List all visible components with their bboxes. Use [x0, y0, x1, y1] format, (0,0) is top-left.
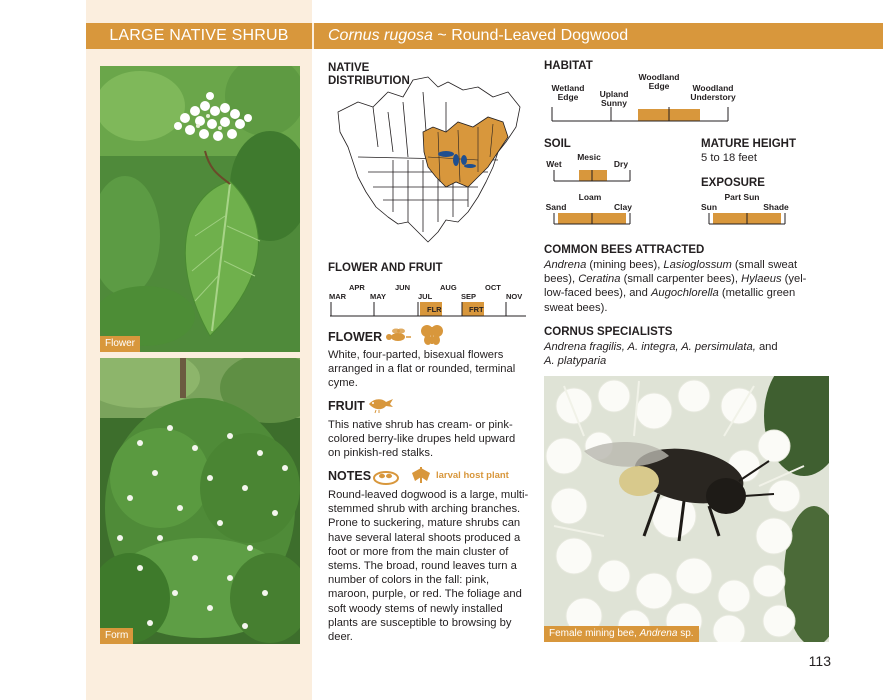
month-jul: JUL	[418, 292, 433, 301]
bees-line-1	[544, 258, 834, 272]
soil-label-mesic: Mesic	[577, 152, 601, 162]
bees-text-1b: (mining bees),	[586, 259, 664, 271]
flower-photo-caption: Flower	[100, 336, 140, 352]
bees-genus-andrena: Andrena	[544, 259, 587, 271]
month-mar: MAR	[329, 292, 347, 301]
fruit-period-label: FRT	[469, 305, 484, 314]
soil-label-wet: Wet	[546, 159, 562, 169]
bees-text-2c: (small carpenter bees),	[620, 273, 742, 286]
soil-moisture-scale	[552, 168, 632, 184]
form-photo-image	[100, 358, 300, 644]
header-bar	[86, 23, 883, 49]
exposure-title: EXPOSURE	[701, 177, 765, 189]
form-photo-caption: Form	[100, 628, 133, 644]
bees-text-3a: low-faced bees), and	[544, 287, 651, 300]
bee-photo-caption	[544, 626, 699, 642]
page-number: 113	[808, 653, 831, 669]
habitat-title: HABITAT	[544, 60, 593, 72]
scientific-name: Cornus rugosa	[328, 27, 433, 44]
month-oct: OCT	[485, 283, 501, 292]
header-divider	[312, 23, 314, 49]
form-photo	[100, 358, 300, 644]
distribution-title-line2: DISTRIBUTION	[328, 75, 410, 87]
bees-text-1d: (small sweat	[731, 259, 798, 271]
specialists-text	[544, 340, 834, 368]
species-title	[328, 23, 628, 49]
specialists-title: CORNUS SPECIALISTS	[544, 326, 673, 338]
bees-genus-ceratina: Ceratina	[578, 273, 621, 286]
month-nov: NOV	[506, 292, 523, 301]
specialists-line-1	[544, 340, 834, 354]
soil-title: SOIL	[544, 138, 571, 150]
bees-text-2a: bees),	[544, 273, 579, 286]
specialists-line-2	[544, 354, 834, 368]
flower-photo-image	[100, 66, 300, 352]
butterfly-visitor-icon	[420, 324, 444, 346]
specialists-species-2: A. platyparia	[544, 355, 607, 368]
flower-fruit-title: FLOWER AND FRUIT	[328, 262, 443, 274]
bee-photo	[544, 376, 829, 642]
bee-caption-prefix: Female mining bee,	[549, 628, 640, 639]
exposure-label-sun: Sun	[700, 202, 718, 212]
habitat-label-wetland-edge: Wetland Edge	[551, 83, 585, 102]
bees-line-4: sweat bees).	[544, 301, 608, 314]
habitat-label-woodland-understory: Woodland Understory	[690, 83, 736, 102]
exposure-scale	[707, 211, 787, 227]
bees-title: COMMON BEES ATTRACTED	[544, 244, 705, 256]
month-may: MAY	[370, 292, 386, 301]
exposure-label-part-sun: Part Sun	[724, 192, 760, 202]
moth-icon	[410, 465, 432, 485]
mature-height-value: 5 to 18 feet	[701, 152, 757, 164]
flower-title: FLOWER	[328, 330, 383, 344]
fruit-title: FRUIT	[328, 399, 365, 413]
month-apr: APR	[349, 283, 365, 292]
flower-text: White, four-parted, bisexual flowers arranged in a flat or rounded, terminal cyme.	[328, 349, 516, 390]
soil-label-dry: Dry	[613, 159, 629, 169]
habitat-label-woodland-edge: Woodland Edge	[638, 72, 680, 91]
flower-photo	[100, 66, 300, 352]
bee-photo-image	[544, 376, 829, 642]
bee-caption-genus: Andrena	[639, 628, 678, 639]
soil-label-clay: Clay	[614, 202, 632, 212]
soil-label-sand: Sand	[545, 202, 567, 212]
bees-text-2e: (yel-	[781, 273, 807, 286]
exposure-label-shade: Shade	[763, 202, 789, 212]
month-sep: SEP	[461, 292, 477, 301]
bee-visitor-icon	[384, 327, 412, 345]
bee-caption-suffix: sp.	[677, 628, 694, 639]
habitat-label-upland-sunny: Upland Sunny	[599, 89, 629, 108]
soil-label-loam: Loam	[578, 192, 602, 202]
flower-period-label: FLR	[427, 305, 442, 314]
bird-icon	[366, 394, 396, 414]
bees-text	[544, 258, 834, 315]
category-label: LARGE NATIVE SHRUB	[109, 27, 289, 44]
bees-genus-augochlorella: Augochlorella	[650, 287, 719, 300]
bees-line-3	[544, 286, 834, 300]
soil-texture-scale	[552, 211, 632, 227]
bees-genus-lasioglossum: Lasioglossum	[663, 259, 732, 271]
mature-height-title: MATURE HEIGHT	[701, 138, 796, 150]
specialists-species: Andrena fragilis, A. integra, A. persimulata,	[544, 341, 756, 353]
title-separator: ~	[432, 27, 452, 44]
notes-text: Round-leaved dogwood is a large, multi-stemmed shrub with arching branches. Prone to suckering, mature shrubs can have several lateral shoots produced a foot or more from the main cluster of stems. The broad, round leaves turn a number of colors in the fall: pink, maroon, purple, or red. The foliage and soft woody stems of newly installed plants are susceptible to browsing by deer.	[328, 489, 529, 644]
notes-title: NOTES	[328, 469, 372, 483]
month-jun: JUN	[395, 283, 411, 292]
larval-host-label: larval host plant	[436, 470, 509, 481]
common-name: Round-Leaved Dogwood	[451, 27, 629, 44]
fruit-text: This native shrub has cream- or pink-colored berry-like drupes held upward on pinkish-red stalks.	[328, 419, 516, 460]
bees-line-2	[544, 272, 834, 286]
specialists-and: and	[755, 341, 778, 353]
bees-text-3c: (metallic green	[718, 287, 796, 300]
distribution-map	[328, 72, 528, 244]
bees-genus-hylaeus: Hylaeus	[741, 273, 782, 286]
nest-icon	[372, 467, 400, 485]
habitat-scale	[550, 105, 730, 125]
month-aug: AUG	[440, 283, 457, 292]
distribution-title-line1: NATIVE	[328, 62, 370, 74]
